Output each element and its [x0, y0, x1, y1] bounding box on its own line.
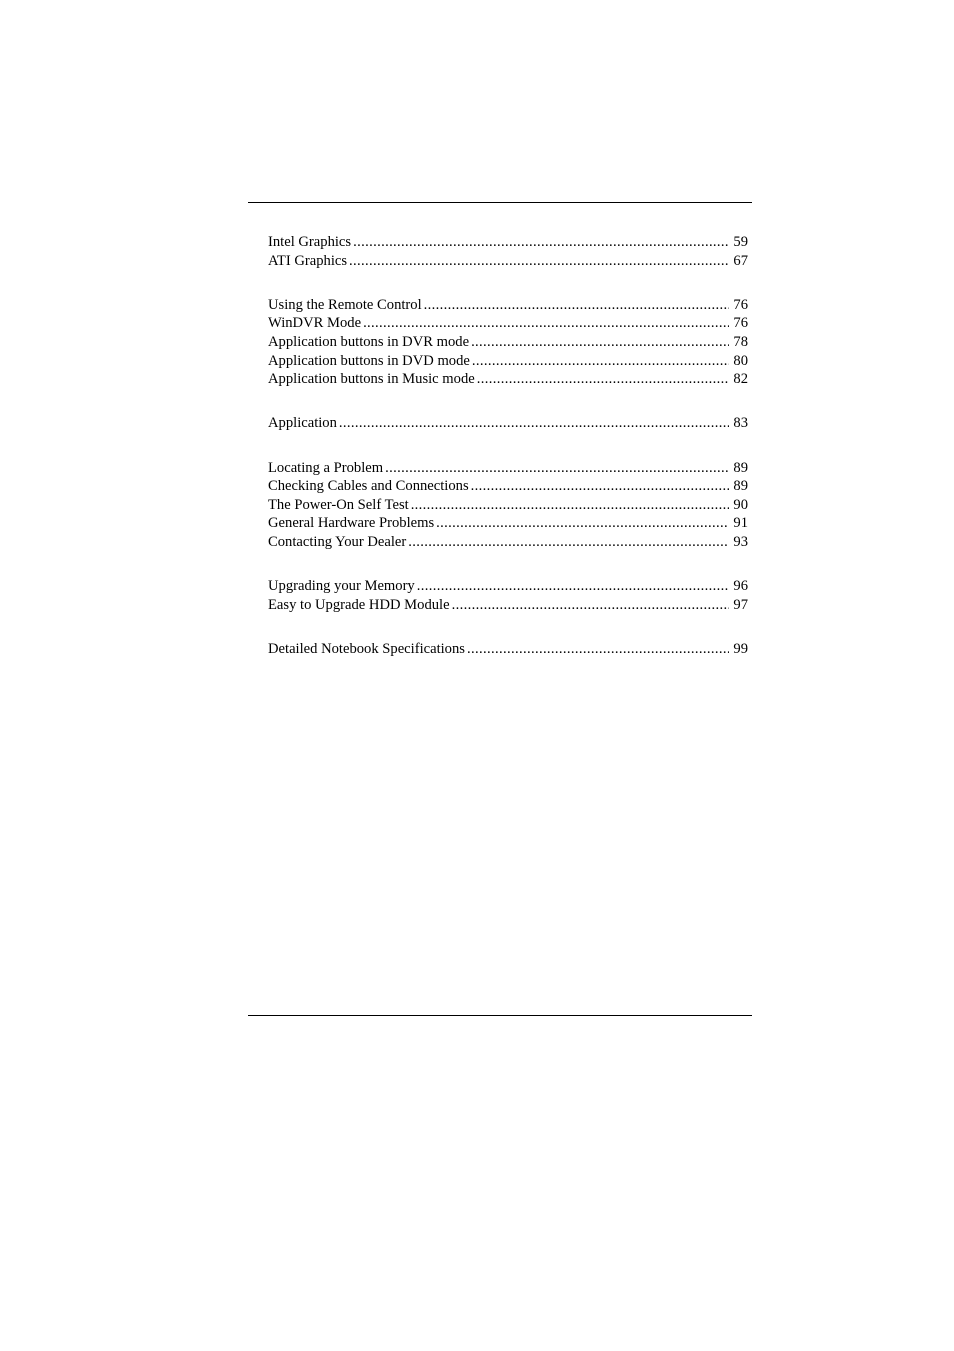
toc-dot-leader — [411, 496, 730, 515]
toc-entry-title: WinDVR Mode — [268, 315, 362, 332]
toc-group — [268, 233, 748, 270]
toc-entry-title: Contacting Your Dealer — [268, 533, 407, 550]
toc-entry[interactable] — [268, 252, 748, 271]
toc-entry[interactable] — [268, 496, 748, 515]
toc-dot-leader — [353, 233, 729, 252]
footer-rule — [248, 1015, 752, 1016]
toc-group — [268, 414, 748, 433]
toc-dot-leader — [349, 252, 729, 271]
toc-entry[interactable] — [268, 370, 748, 389]
toc-entry-page: 67 — [733, 252, 748, 269]
toc-entry-title: Upgrading your Memory — [268, 578, 415, 595]
toc-entry-title: Application — [268, 415, 337, 432]
toc-entry-page: 91 — [733, 515, 748, 532]
toc-entry-title: Checking Cables and Connections — [268, 478, 469, 495]
toc-entry-page: 76 — [733, 296, 748, 313]
toc-dot-leader — [467, 640, 729, 659]
toc-dot-leader — [339, 414, 730, 433]
toc-entry[interactable] — [268, 352, 748, 371]
toc-dot-leader — [385, 459, 729, 478]
toc-entry-title: Application buttons in DVD mode — [268, 352, 470, 369]
toc-entry[interactable] — [268, 414, 748, 433]
toc-entry-title: Application buttons in DVR mode — [268, 333, 470, 350]
toc-dot-leader — [424, 296, 730, 315]
toc-entry[interactable] — [268, 514, 748, 533]
toc-group — [268, 640, 748, 659]
toc-entry[interactable] — [268, 640, 748, 659]
toc-dot-leader — [477, 370, 730, 389]
toc-dot-leader — [471, 333, 729, 352]
toc-dot-leader — [408, 533, 729, 552]
toc-entry-page: 83 — [733, 415, 748, 432]
toc-entry[interactable] — [268, 296, 748, 315]
toc-entry[interactable] — [268, 596, 748, 615]
toc-group — [268, 459, 748, 552]
toc-dot-leader — [417, 577, 730, 596]
toc-entry-page: 97 — [733, 596, 748, 613]
toc-dot-leader — [436, 514, 729, 533]
toc-entry-title: Application buttons in Music mode — [268, 371, 475, 388]
table-of-contents — [268, 233, 748, 684]
toc-entry-page: 96 — [733, 578, 748, 595]
toc-entry-page: 89 — [733, 459, 748, 476]
toc-entry-page: 59 — [733, 234, 748, 250]
toc-entry-title: Locating a Problem — [268, 459, 384, 476]
toc-entry[interactable] — [268, 577, 748, 596]
toc-dot-leader — [471, 477, 730, 496]
toc-dot-leader — [363, 314, 729, 333]
toc-entry-page: 80 — [733, 352, 748, 369]
toc-entry-page: 82 — [733, 371, 748, 388]
toc-entry[interactable] — [268, 333, 748, 352]
toc-entry[interactable] — [268, 314, 748, 333]
toc-entry-title: Intel Graphics — [268, 234, 352, 250]
toc-entry-title: The Power-On Self Test — [268, 496, 409, 513]
toc-entry-title: General Hardware Problems — [268, 515, 435, 532]
toc-entry[interactable] — [268, 459, 748, 478]
toc-entry-title: Easy to Upgrade HDD Module — [268, 596, 450, 613]
toc-entry[interactable] — [268, 477, 748, 496]
toc-entry[interactable] — [268, 533, 748, 552]
toc-entry-page: 76 — [733, 315, 748, 332]
toc-group — [268, 577, 748, 614]
toc-entry-page: 90 — [733, 496, 748, 513]
toc-entry-page: 99 — [733, 640, 748, 657]
header-rule — [248, 202, 752, 203]
toc-entry-title: ATI Graphics — [268, 252, 348, 269]
toc-group — [268, 296, 748, 389]
toc-entry-title: Detailed Notebook Specifications — [268, 640, 465, 657]
toc-entry[interactable] — [268, 233, 748, 252]
toc-entry-page: 89 — [733, 478, 748, 495]
toc-dot-leader — [472, 352, 730, 371]
toc-entry-page: 93 — [733, 533, 748, 550]
toc-entry-title: Using the Remote Control — [268, 296, 422, 313]
toc-dot-leader — [452, 596, 730, 615]
toc-entry-page: 78 — [733, 333, 748, 350]
